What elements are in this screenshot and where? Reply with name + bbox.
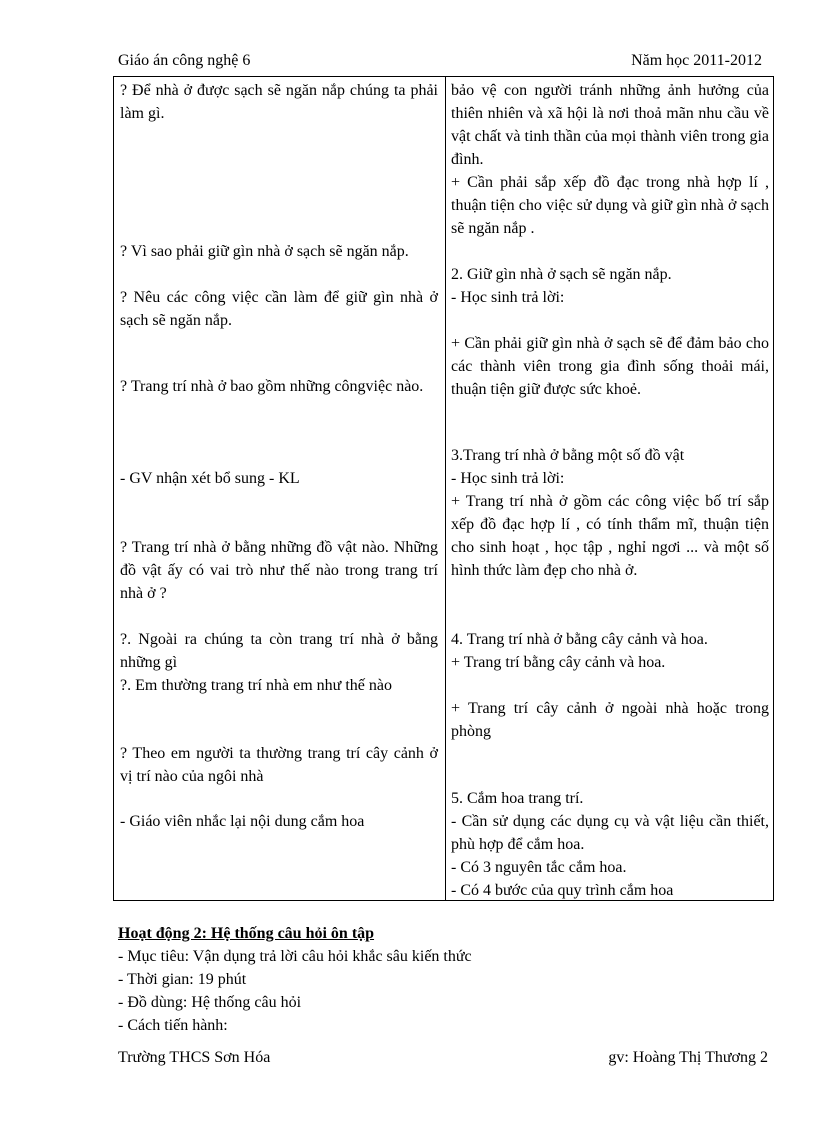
- right-para-2: + Cần phải sắp xếp đồ đạc trong nhà hợp lí , thuận tiện cho việc sử dụng và giữ gìn nhà ở sạch sẽ ngăn nắp .: [451, 174, 769, 237]
- left-question-6: ?. Ngoài ra chúng ta còn trang trí nhà ở bằng những gì: [120, 631, 438, 671]
- right-para-7: - Cần sử dụng các dụng cụ và vật liệu cần thiết, phù hợp để cắm hoa.: [451, 813, 769, 853]
- footer-school: Trường THCS Sơn Hóa: [118, 1049, 271, 1066]
- section-line-time: - Thời gian: 19 phút: [118, 971, 247, 988]
- right-para-4: + Trang trí nhà ở gồm các công việc bố trí sắp xếp đồ đạc hợp lí , có tính thẩm mĩ, thuận tiện cho sinh hoạt , học tập , nghỉ ngơi ... và một số hình thức làm đẹp cho nhà ở.: [451, 493, 769, 579]
- section-heading: Hoạt động 2: Hệ thống câu hỏi ôn tập: [118, 925, 375, 942]
- left-question-3: ? Nêu các công việc cần làm để giữ gìn nhà ở sạch sẽ ngăn nắp.: [120, 289, 438, 329]
- footer-teacher-page: gv: Hoàng Thị Thương 2: [608, 1049, 768, 1066]
- left-question-2: ? Vì sao phải giữ gìn nhà ở sạch sẽ ngăn nắp.: [120, 243, 409, 260]
- page-footer: [118, 1049, 768, 1071]
- section-line-materials: - Đồ dùng: Hệ thống câu hỏi: [118, 994, 302, 1011]
- left-question-7: ?. Em thường trang trí nhà em như thế nào: [120, 677, 392, 694]
- right-para-8: - Có 3 nguyên tắc cắm hoa.: [451, 859, 627, 876]
- left-question-1: ? Để nhà ở được sạch sẽ ngăn nắp chúng ta phải làm gì.: [120, 82, 438, 122]
- right-para-3: + Cần phải giữ gìn nhà ở sạch sẽ để đảm bảo cho các thành viên trong gia đình sống thoải mái, thuận tiện giữ được sức khoẻ.: [451, 335, 769, 398]
- section-line-objective: - Mục tiêu: Vận dụng trả lời câu hỏi khắc sâu kiến thức: [118, 948, 472, 965]
- left-question-5: ? Trang trí nhà ở bằng những đồ vật nào. Những đồ vật ấy có vai trò như thế nào trong trang trí nhà ở ?: [120, 539, 438, 602]
- right-para-1: bảo vệ con người tránh những ảnh hưởng của thiên nhiên và xã hội là nơi thoả mãn nhu cầu về vật chất và tinh thần của mọi thành viên trong gia đình.: [451, 82, 769, 168]
- column-divider: [445, 77, 446, 900]
- left-question-8: ? Theo em người ta thường trang trí cây cảnh ở vị trí nào của ngôi nhà: [120, 745, 438, 785]
- page-header: [118, 52, 762, 74]
- header-school-year: Năm học 2011-2012: [631, 52, 762, 69]
- right-para-5: + Trang trí bằng cây cảnh và hoa.: [451, 654, 666, 671]
- right-answer-label-2: - Học sinh trả lời:: [451, 470, 565, 487]
- right-heading-4: 4. Trang trí nhà ở bằng cây cảnh và hoa.: [451, 631, 708, 648]
- left-teacher-recap: - Giáo viên nhắc lại nội dung cắm hoa: [120, 813, 365, 830]
- right-heading-2: 2. Giữ gìn nhà ở sạch sẽ ngăn nắp.: [451, 266, 672, 283]
- right-para-9: - Có 4 bước của quy trình cắm hoa: [451, 882, 674, 899]
- right-answer-label-1: - Học sinh trả lời:: [451, 289, 565, 306]
- content-column: [451, 77, 769, 900]
- activity-2-section: [118, 922, 768, 1037]
- right-heading-3: 3.Trang trí nhà ở bằng một số đồ vật: [451, 447, 685, 464]
- section-line-procedure: - Cách tiến hành:: [118, 1017, 228, 1034]
- right-para-6: + Trang trí cây cảnh ở ngoài nhà hoặc trong phòng: [451, 700, 769, 740]
- header-subject: Giáo án công nghệ 6: [118, 52, 251, 69]
- left-teacher-note: - GV nhận xét bổ sung - KL: [120, 470, 300, 487]
- lesson-table: [113, 76, 774, 901]
- teacher-activity-column: [120, 77, 438, 900]
- left-question-4: ? Trang trí nhà ở bao gồm những côngviệc nào.: [120, 378, 424, 395]
- right-heading-5: 5. Cắm hoa trang trí.: [451, 790, 584, 807]
